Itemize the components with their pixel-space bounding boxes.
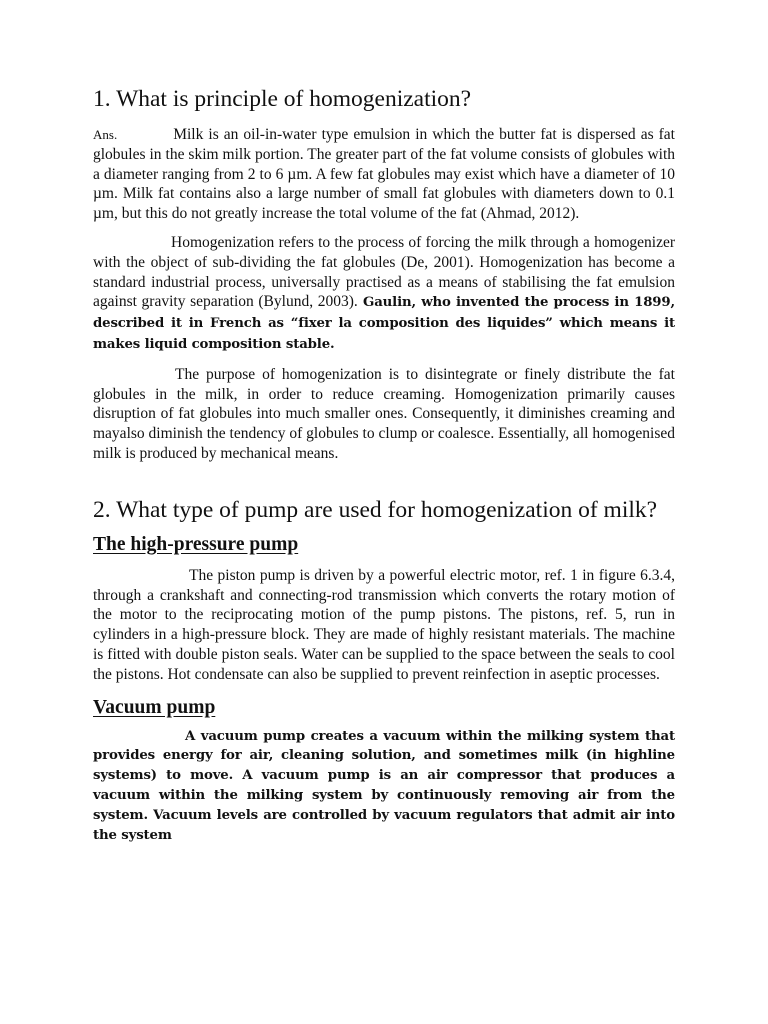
answer-paragraph-1 [93, 125, 675, 224]
answer-paragraph-2-bold-text: Gaulin, who invented the process in 1899, described it in French as “fixer la composition des liquides” which means it makes liquid composition stable. [93, 295, 675, 352]
document-page [93, 84, 675, 845]
vacuum-pump-heading: Vacuum pump [93, 696, 216, 718]
answer-paragraph-2 [93, 233, 675, 355]
answer-paragraph-2-text: Homogenization refers to the process of forcing the milk through a homogenizer with the object of sub-dividing the fat globules (De, 2001). Homogenization has become a standard industrial process, universally practised as a means of stabilising the fat emulsion against gravity separation (Bylund, 2003). [93, 233, 675, 311]
high-pressure-pump-heading: The high-pressure pump [93, 533, 299, 555]
answer-paragraph-1-text: Milk is an oil-in-water type emulsion in which the butter fat is dispersed as fat globules in the skim milk portion. The greater part of the fat volume consists of globules with a diameter ranging from 2 to 6 µm. A few fat globules may exist which have a diameter of 10 µm. Milk fat contains also a large number of small fat globules with diameters down to 0.1 µm, but this do not greatly increase the total volume of the fat (Ahmad, 2012). [93, 126, 675, 223]
vacuum-pump-paragraph: A vacuum pump creates a vacuum within the milking system that provides energy for air, cleaning solution, and sometimes milk (in highline systems) to move. A vacuum pump is an air compressor that produces a vacuum within the milking system by continuously removing air from the system. Vacuum levels are controlled by vacuum regulators that admit air into the system [93, 728, 675, 843]
question-2-heading: 2. What type of pump are used for homogenization of milk? [93, 496, 658, 523]
question-1-heading: 1. What is principle of homogenization? [93, 86, 472, 112]
high-pressure-pump-paragraph: The piston pump is driven by a powerful electric motor, ref. 1 in figure 6.3.4, through a crankshaft and connecting-rod transmission which converts the rotary motion of the motor to the reciprocating motion of the pump pistons. The pistons, ref. 5, run in cylinders in a high-pressure block. They are made of highly resistant materials. The machine is fitted with double piston seals. Water can be supplied to the space between the seals to cool the pistons. Hot condensate can also be supplied to prevent reinfection in aseptic processes. [93, 566, 675, 683]
answer-label: Ans. [93, 127, 118, 142]
answer-paragraph-3: The purpose of homogenization is to disintegrate or finely distribute the fat globules in the milk, in order to reduce creaming. Homogenization primarily causes disruption of fat globules into much smaller ones. Consequently, it diminishes creaming and mayalso diminish the tendency of globules to clump or coalesce. Essentially, all homogenised milk is produced by mechanical means. [93, 365, 675, 462]
